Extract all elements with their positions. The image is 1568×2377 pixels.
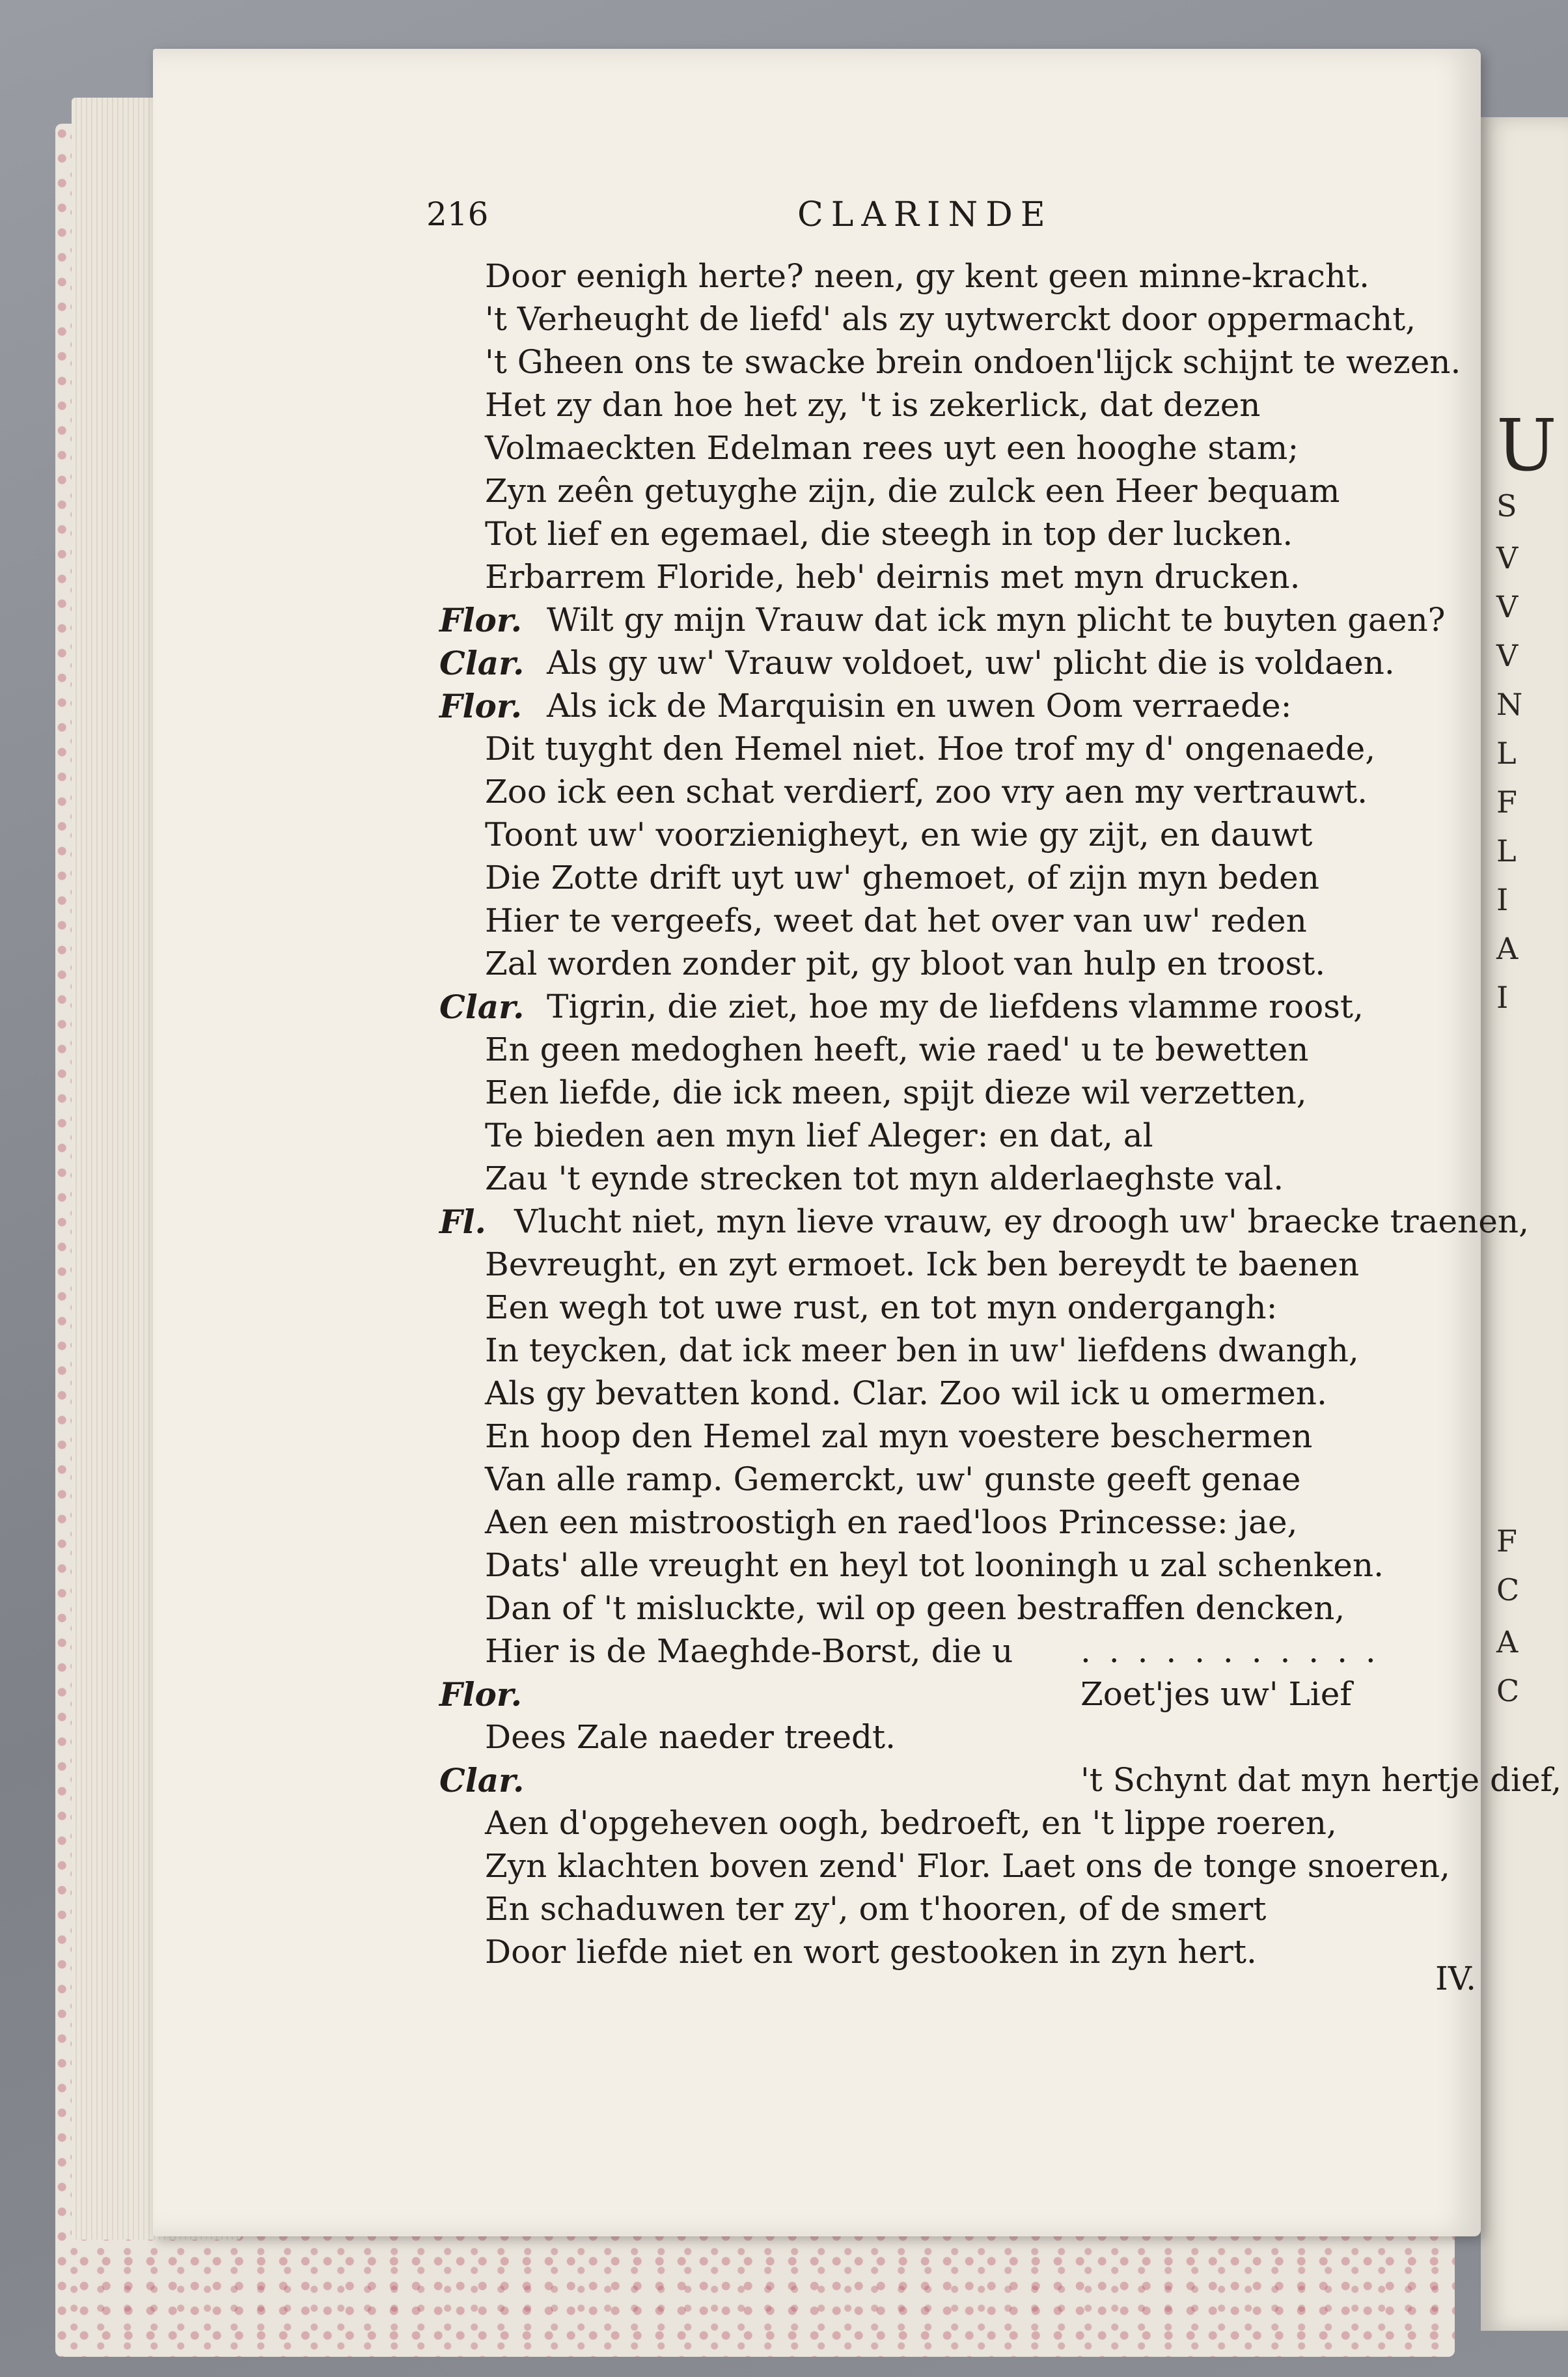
verse-line [0, 1632, 1568, 1675]
facing-page-fragment: N [1496, 687, 1523, 722]
verse-text: Dats' alle vreught en heyl tot looningh u zal schenken. [485, 1546, 1384, 1584]
verse-line [0, 1374, 1568, 1417]
verse-text: Tigrin, die ziet, hoe my de liefdens vlamme roost, [547, 988, 1364, 1025]
verse-line [0, 773, 1568, 816]
verse-right-segment: Zoet'jes uw' Lief [1080, 1675, 1352, 1713]
speaker-label: Flor. [439, 601, 523, 639]
verse-text: Toont uw' voorzienigheyt, en wie gy zijt, en dauwt [485, 816, 1313, 854]
verse-line [0, 472, 1568, 515]
verse-text: Door eenigh herte? neen, gy kent geen minne-kracht. [485, 257, 1370, 295]
verse-line [0, 515, 1568, 558]
speaker-label: Clar. [439, 644, 525, 682]
verse-text: Aen d'opgeheven oogh, bedroeft, en 't lippe roeren, [485, 1804, 1337, 1842]
verse-line [0, 1546, 1568, 1589]
verse-line [0, 1245, 1568, 1288]
facing-page-fragment: F [1496, 1523, 1517, 1559]
verse-line [0, 1718, 1568, 1761]
verse-text: Het zy dan hoe het zy, 't is zekerlick, dat dezen [485, 386, 1261, 424]
facing-page-fragment: C [1496, 1673, 1520, 1708]
verse-text: Vlucht niet, myn lieve vrauw, ey droogh uw' braecke traenen, [514, 1202, 1529, 1240]
verse-line [0, 1847, 1568, 1890]
verse-text: Zal worden zonder pit, gy bloot van hulp en troost. [485, 945, 1326, 982]
verse-line [0, 1202, 1568, 1245]
speaker-label: Flor. [439, 1675, 523, 1714]
verse-text: Een wegh tot uwe rust, en tot myn ondergangh: [485, 1288, 1278, 1326]
verse-text: Bevreught, en zyt ermoet. Ick ben bereydt te baenen [485, 1245, 1360, 1283]
verse-line [0, 300, 1568, 343]
verse-line [0, 1503, 1568, 1546]
verse-line [0, 1117, 1568, 1160]
verse-text: Dees Zale naeder treedt. [485, 1718, 896, 1756]
speaker-label: Flor. [439, 687, 523, 725]
verse-right-segment: 't Schynt dat myn hertje dief, [1080, 1761, 1562, 1799]
verse-line [0, 1675, 1568, 1718]
verse-text: Tot lief en egemael, die steegh in top der lucken. [485, 515, 1293, 553]
verse-line [0, 1031, 1568, 1074]
verse-text: Aen een mistroostigh en raed'loos Princesse: jae, [485, 1503, 1298, 1541]
facing-page-fragment: A [1496, 931, 1519, 966]
verse-line [0, 1890, 1568, 1933]
verse-text: Erbarrem Floride, heb' deirnis met myn drucken. [485, 558, 1300, 596]
verse-text: Zau 't eynde strecken tot myn alderlaeghste val. [485, 1160, 1284, 1197]
verse-text: Door liefde niet en wort gestooken in zyn hert. [485, 1933, 1257, 1971]
speaker-label: Clar. [439, 1761, 525, 1800]
verse-line [0, 1074, 1568, 1117]
verse-text: Zyn zeên getuyghe zijn, die zulck een Heer bequam [485, 472, 1340, 510]
facing-page-fragment: C [1496, 1572, 1520, 1607]
page-number: 216 [426, 195, 489, 233]
verse-text: En geen medoghen heeft, wie raed' u te bewetten [485, 1031, 1309, 1068]
running-title: CLARINDE [797, 195, 1053, 234]
verse-text: En hoop den Hemel zal myn voestere beschermen [485, 1417, 1313, 1455]
verse-line [0, 558, 1568, 601]
facing-page-fragment: L [1496, 833, 1517, 869]
speaker-label: Clar. [439, 988, 525, 1026]
verse-line [0, 1761, 1568, 1804]
verse-line [0, 601, 1568, 644]
facing-page-fragment: L [1496, 736, 1517, 771]
verse-line [0, 1288, 1568, 1331]
verse-line [0, 1933, 1568, 1976]
verse-line [0, 1160, 1568, 1202]
verse-line [0, 988, 1568, 1031]
facing-page-fragment: U [1496, 404, 1557, 487]
verse-text: In teycken, dat ick meer ben in uw' liefdens dwangh, [485, 1331, 1359, 1369]
verse-line [0, 343, 1568, 386]
verse-text: Als gy uw' Vrauw voldoet, uw' plicht die is voldaen. [547, 644, 1395, 682]
verse-line [0, 1417, 1568, 1460]
verse-line [0, 257, 1568, 300]
verse-text: En schaduwen ter zy', om t'hooren, of de smert [485, 1890, 1267, 1928]
facing-page-fragment: V [1496, 638, 1519, 673]
verse-line [0, 945, 1568, 988]
facing-page-fragment: A [1496, 1624, 1519, 1660]
facing-page-fragment: V [1496, 589, 1519, 624]
verse-line [0, 816, 1568, 859]
verse-text: Dit tuyght den Hemel niet. Hoe trof my d' ongenaede, [485, 730, 1376, 768]
verse-text: Dan of 't misluckte, wil op geen bestraffen dencken, [485, 1589, 1345, 1627]
verse-right-segment: . . . . . . . . . . . [1080, 1632, 1380, 1670]
verse-line [0, 1804, 1568, 1847]
verse-line [0, 1331, 1568, 1374]
verse-text: Als gy bevatten kond. Clar. Zoo wil ick u omermen. [485, 1374, 1327, 1412]
verse-text: Zoo ick een schat verdierf, zoo vry aen my vertrauwt. [485, 773, 1368, 811]
verse-line [0, 1460, 1568, 1503]
catchword: IV. [1435, 1960, 1477, 1997]
facing-page-fragment: F [1496, 785, 1517, 820]
facing-page-fragment: I [1496, 882, 1509, 917]
verse-text: 't Verheught de liefd' als zy uytwerckt door oppermacht, [485, 300, 1416, 338]
verse-text: Als ick de Marquisin en uwen Oom verraede: [547, 687, 1292, 725]
verse-line [0, 687, 1568, 730]
facing-page-fragment: S [1496, 488, 1517, 523]
verse-text: Van alle ramp. Gemerckt, uw' gunste geeft genae [485, 1460, 1301, 1498]
facing-page-fragment: V [1496, 540, 1519, 576]
verse-line [0, 902, 1568, 945]
verse-line [0, 644, 1568, 687]
verse-text: Volmaeckten Edelman rees uyt een hooghe stam; [485, 429, 1299, 467]
verse-line [0, 730, 1568, 773]
verse-line [0, 1589, 1568, 1632]
speaker-label: Fl. [439, 1202, 486, 1241]
verse-line [0, 429, 1568, 472]
verse-text: Wilt gy mijn Vrauw dat ick myn plicht te buyten gaen? [547, 601, 1446, 639]
verse-text: Hier te vergeefs, weet dat het over van uw' reden [485, 902, 1307, 939]
verse-text: 't Gheen ons te swacke brein ondoen'lijck schijnt te wezen. [485, 343, 1461, 381]
running-head [0, 195, 1568, 247]
verse-line [0, 386, 1568, 429]
verse-text: Te bieden aen myn lief Aleger: en dat, al [485, 1117, 1153, 1154]
facing-page-fragment: I [1496, 980, 1509, 1015]
verse-line [0, 859, 1568, 902]
verse-text: Die Zotte drift uyt uw' ghemoet, of zijn myn beden [485, 859, 1319, 897]
verse-text: Een liefde, die ick meen, spijt dieze wil verzetten, [485, 1074, 1307, 1111]
verse-text: Hier is de Maeghde-Borst, die u [485, 1632, 1013, 1670]
verse-text: Zyn klachten boven zend' Flor. Laet ons de tonge snoeren, [485, 1847, 1450, 1885]
